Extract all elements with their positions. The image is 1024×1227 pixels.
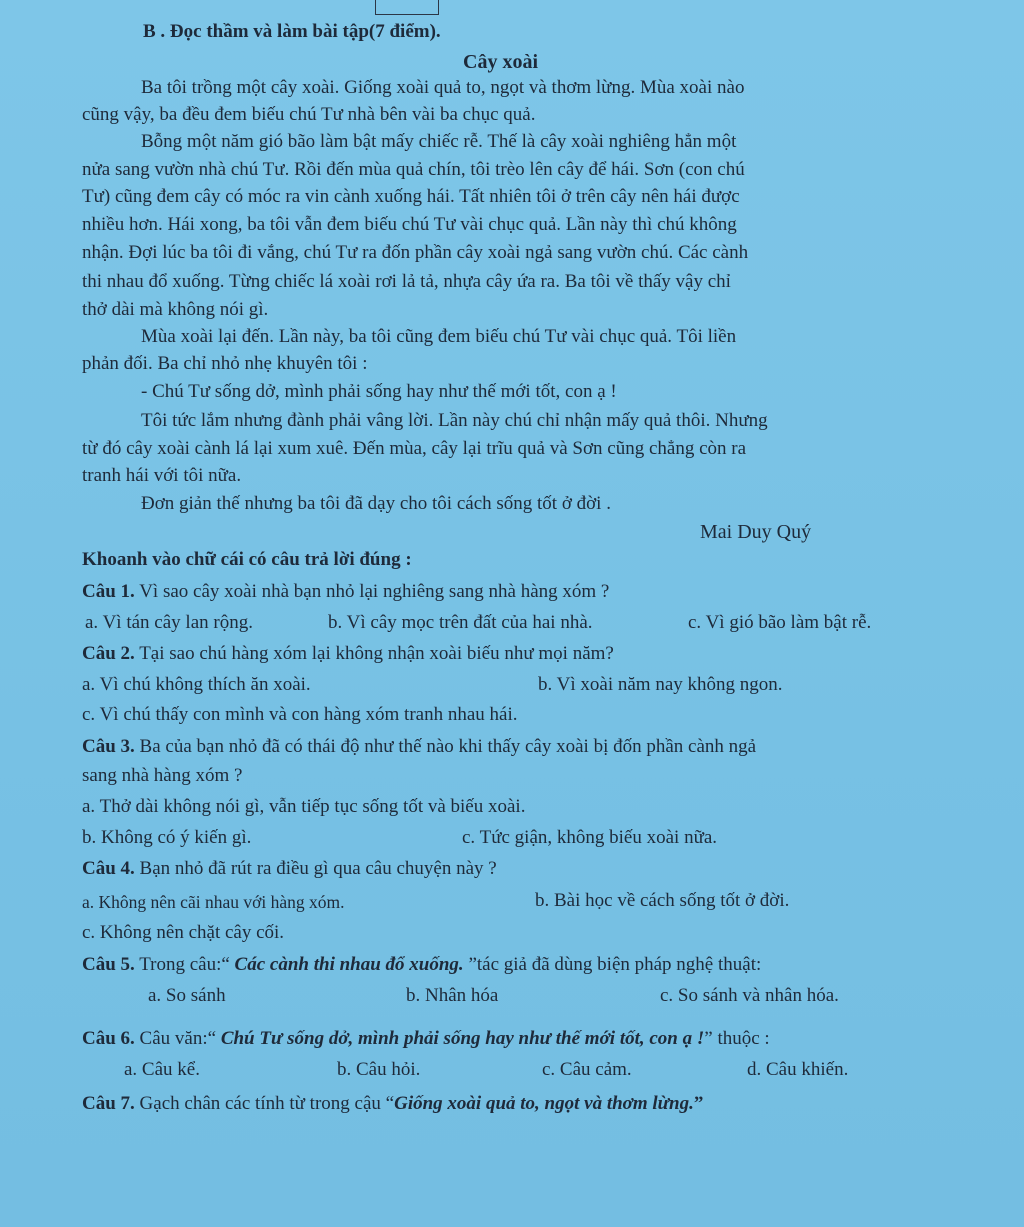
section-header: B . Đọc thầm và làm bài tập(7 điểm). <box>143 21 441 42</box>
story-line: nhiều hơn. Hái xong, ba tôi vẫn đem biếu chú Tư vài chục quả. Lần này thì chú không <box>82 214 737 235</box>
question-label: Câu 6. <box>82 1028 135 1049</box>
question-5 <box>82 953 761 977</box>
q2-option-a[interactable]: a. Vì chú không thích ăn xoài. <box>82 674 311 695</box>
question-quote: Chú Tư sống dở, mình phải sống hay như thế mới tốt, con ạ ! <box>220 1028 705 1049</box>
question-text: ” thuộc : <box>704 1028 770 1049</box>
question-3-cont: sang nhà hàng xóm ? <box>82 765 243 786</box>
story-line: Mùa xoài lại đến. Lần này, ba tôi cũng đem biếu chú Tư vài chục quả. Tôi liền <box>141 326 737 347</box>
story-line: từ đó cây xoài cành lá lại xum xuê. Đến mùa, cây lại trĩu quả và Sơn cũng chẳng còn ra <box>82 438 747 459</box>
instruction: Khoanh vào chữ cái có câu trả lời đúng : <box>82 549 412 570</box>
q6-option-b[interactable]: b. Câu hỏi. <box>337 1059 421 1080</box>
story-line: - Chú Tư sống dở, mình phải sống hay như thế mới tốt, con ạ ! <box>141 381 617 402</box>
q5-option-c[interactable]: c. So sánh và nhân hóa. <box>660 985 839 1006</box>
q3-option-b[interactable]: b. Không có ý kiến gì. <box>82 827 252 848</box>
story-line: thở dài mà không nói gì. <box>82 299 269 320</box>
story-line: Tư) cũng đem cây có móc ra vin cành xuống hái. Tất nhiên tôi ở trên cây nên hái được <box>82 186 740 207</box>
question-label: Câu 3. <box>82 736 135 757</box>
q6-option-c[interactable]: c. Câu cảm. <box>542 1059 632 1080</box>
question-quote: Các cành thi nhau đổ xuống. <box>234 954 464 975</box>
story-line: tranh hái với tôi nữa. <box>82 465 242 486</box>
q4-option-b[interactable]: b. Bài học về cách sống tốt ở đời. <box>535 890 790 911</box>
story-line: Ba tôi trồng một cây xoài. Giống xoài quả to, ngọt và thơm lừng. Mùa xoài nào <box>141 77 745 98</box>
q1-option-c[interactable]: c. Vì gió bão làm bật rễ. <box>688 612 872 633</box>
question-text: Trong câu:“ <box>134 954 235 975</box>
story-title: Cây xoài <box>463 51 538 73</box>
question-7 <box>82 1092 703 1116</box>
q4-option-c[interactable]: c. Không nên chặt cây cối. <box>82 922 285 943</box>
score-box <box>375 0 439 15</box>
question-2 <box>82 642 614 666</box>
question-label: Câu 1. <box>82 581 135 602</box>
question-label: Câu 2. <box>82 643 135 664</box>
story-line: phản đối. Ba chỉ nhỏ nhẹ khuyên tôi : <box>82 353 368 374</box>
question-text: Câu văn:“ <box>134 1028 221 1049</box>
question-text: ” <box>693 1093 704 1114</box>
story-line: cũng vậy, ba đều đem biếu chú Tư nhà bên vài ba chục quả. <box>82 104 536 125</box>
question-1 <box>82 580 609 604</box>
question-4 <box>82 857 497 881</box>
q2-option-c[interactable]: c. Vì chú thấy con mình và con hàng xóm tranh nhau hái. <box>82 704 518 725</box>
question-text: Gạch chân các tính từ trong cậu “ <box>134 1093 395 1114</box>
q1-option-b[interactable]: b. Vì cây mọc trên đất của hai nhà. <box>328 612 593 633</box>
question-label: Câu 7. <box>82 1093 135 1114</box>
question-text: Bạn nhỏ đã rút ra điều gì qua câu chuyện này ? <box>134 858 497 879</box>
q4-option-a[interactable]: a. Không nên cãi nhau với hàng xóm. <box>82 892 345 912</box>
question-text: Vì sao cây xoài nhà bạn nhỏ lại nghiêng sang nhà hàng xóm ? <box>134 581 610 602</box>
question-3 <box>82 735 756 759</box>
q3-option-c[interactable]: c. Tức giận, không biếu xoài nữa. <box>462 827 718 848</box>
q6-option-d[interactable]: d. Câu khiến. <box>747 1059 849 1080</box>
story-line: Đơn giản thế nhưng ba tôi đã dạy cho tôi cách sống tốt ở đời . <box>141 493 611 514</box>
question-label: Câu 5. <box>82 954 135 975</box>
story-line: Tôi tức lắm nhưng đành phải vâng lời. Lần này chú chỉ nhận mấy quả thôi. Nhưng <box>141 410 768 431</box>
question-text: Ba của bạn nhỏ đã có thái độ như thế nào khi thấy cây xoài bị đốn phần cành ngả <box>134 736 757 757</box>
q6-option-a[interactable]: a. Câu kể. <box>124 1059 200 1080</box>
q1-option-a[interactable]: a. Vì tán cây lan rộng. <box>85 612 253 633</box>
story-line: nửa sang vườn nhà chú Tư. Rồi đến mùa quả chín, tôi trèo lên cây để hái. Sơn (con chú <box>82 159 745 180</box>
q2-option-b[interactable]: b. Vì xoài năm nay không ngon. <box>538 674 783 695</box>
question-text: ”tác giả đã dùng biện pháp nghệ thuật: <box>463 954 762 975</box>
story-line: nhận. Đợi lúc ba tôi đi vắng, chú Tư ra đốn phần cây xoài ngả sang vườn chú. Các cành <box>82 242 749 263</box>
question-label: Câu 4. <box>82 858 135 879</box>
q5-option-b[interactable]: b. Nhân hóa <box>406 985 499 1006</box>
story-line: thi nhau đổ xuống. Từng chiếc lá xoài rơi lả tả, nhựa cây ứa ra. Ba tôi về thấy vậy chỉ <box>82 271 731 292</box>
story-line: Bỗng một năm gió bão làm bật mấy chiếc rễ. Thế là cây xoài nghiêng hẳn một <box>141 131 737 152</box>
question-6 <box>82 1027 770 1051</box>
story-author: Mai Duy Quý <box>700 521 812 543</box>
question-text: Tại sao chú hàng xóm lại không nhận xoài biếu như mọi năm? <box>134 643 614 664</box>
q5-option-a[interactable]: a. So sánh <box>148 985 226 1006</box>
question-quote: Giống xoài quả to, ngọt và thơm lừng. <box>394 1093 694 1114</box>
q3-option-a[interactable]: a. Thở dài không nói gì, vẫn tiếp tục sống tốt và biếu xoài. <box>82 796 526 817</box>
